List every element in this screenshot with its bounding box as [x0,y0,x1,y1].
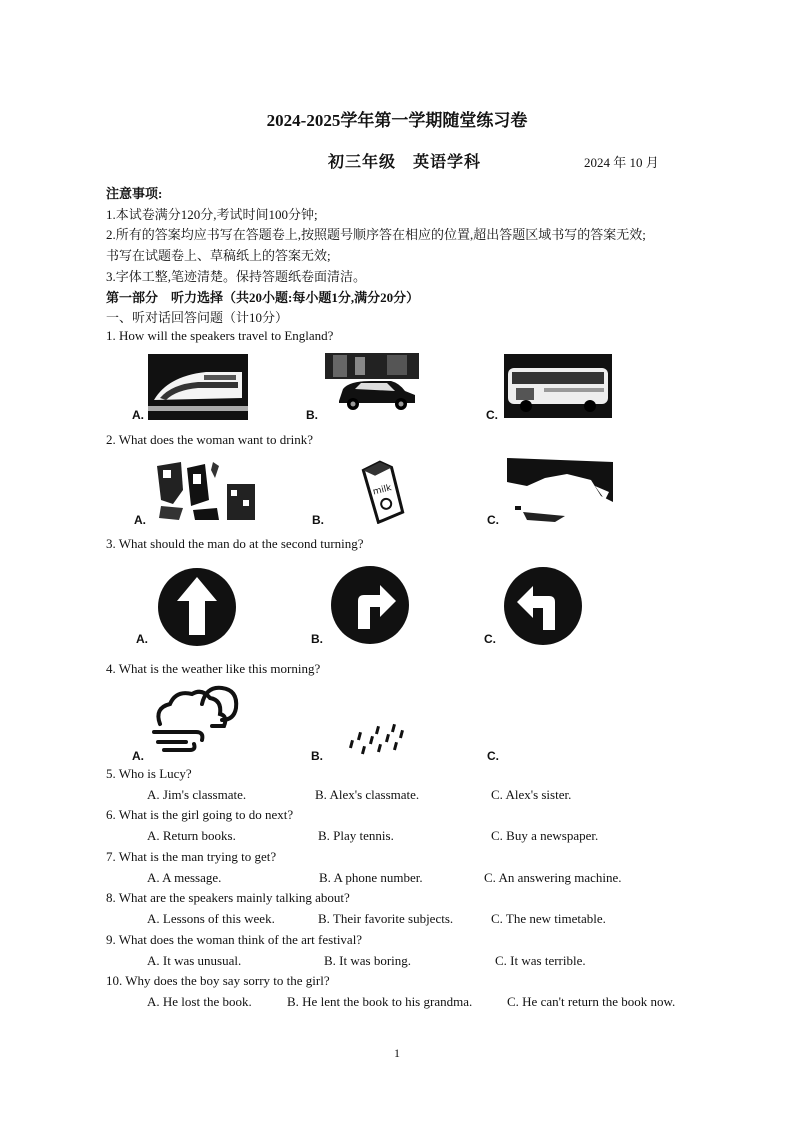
option-label: C. [486,408,498,422]
question-4: 4. What is the weather like this morning? [106,661,321,676]
car-photo-icon [325,353,419,413]
note-item: 2.所有的答案均应书写在答题卷上,按照题号顺序答在相应的位置,超出答题区域书写的答案无效; [106,227,646,242]
option-a: A. Jim's classmate. [147,787,247,802]
note-item: 3.字体工整,笔迹清楚。保持答题纸卷面清洁。 [106,269,367,284]
milk-carton-icon [357,458,411,524]
option-label: B. [306,408,318,422]
bus-photo-icon [504,354,612,418]
option-a: A. Return books. [147,828,236,843]
option-c: C. The new timetable. [491,911,606,926]
option-a: A. It was unusual. [147,953,242,968]
option-label: C. [484,632,496,646]
question-10: 10. Why does the boy say sorry to the girl? [106,973,330,988]
question-1: 1. How will the speakers travel to England? [106,328,334,343]
option-c: C. An answering machine. [484,870,622,885]
option-c: C. Alex's sister. [491,787,572,802]
option-label: B. [311,632,323,646]
option-label: B. [312,513,324,527]
option-label: A. [136,632,148,646]
drink-photo-icon [153,460,257,522]
option-b: B. Play tennis. [318,828,394,843]
notes-heading: 注意事项: [106,186,163,201]
question-2: 2. What does the woman want to drink? [106,432,313,447]
question-8: 8. What are the speakers mainly talking about? [106,890,350,905]
drink-photo-icon [505,456,615,526]
turn-left-sign-icon [503,566,583,646]
option-c: C. It was terrible. [495,953,586,968]
option-label: A. [132,749,144,763]
option-c: C. He can't return the book now. [507,994,676,1009]
option-a: A. Lessons of this week. [147,911,275,926]
note-item: 书写在试题卷上、草稿纸上的答案无效; [106,248,331,263]
option-label: C. [487,513,499,527]
train-photo-icon [148,354,248,420]
option-a: A. He lost the book. [147,994,252,1009]
option-b: B. It was boring. [324,953,412,968]
turn-right-sign-icon [330,565,410,645]
rain-icon [348,722,406,758]
grade-subject: 初三年级 英语学科 [328,154,482,171]
question-7: 7. What is the man trying to get? [106,849,277,864]
section1-heading: 一、听对话回答问题（计10分） [106,310,289,325]
option-b: B. Alex's classmate. [315,787,420,802]
option-b: B. A phone number. [319,870,423,885]
option-label: B. [311,749,323,763]
option-a: A. A message. [147,870,222,885]
question-3: 3. What should the man do at the second turning? [106,536,364,551]
straight-arrow-sign-icon [157,567,237,647]
exam-date: 2024 年 10 月 [584,155,659,170]
page-number: 1 [394,1046,400,1060]
option-label: A. [134,513,146,527]
option-label: A. [132,408,144,422]
windy-cloud-icon [150,680,242,756]
option-b: B. Their favorite subjects. [318,911,454,926]
part1-heading: 第一部分 听力选择（共20小题:每小题1分,满分20分） [106,290,420,305]
option-b: B. He lent the book to his grandma. [287,994,473,1009]
note-item: 1.本试卷满分120分,考试时间100分钟; [106,207,318,222]
question-6: 6. What is the girl going to do next? [106,807,294,822]
option-label: C. [487,749,499,763]
exam-title: 2024-2025学年第一学期随堂练习卷 [266,111,528,130]
option-c: C. Buy a newspaper. [491,828,599,843]
svg-text:milk: milk [371,483,393,498]
question-5: 5. Who is Lucy? [106,766,192,781]
question-9: 9. What does the woman think of the art festival? [106,932,363,947]
